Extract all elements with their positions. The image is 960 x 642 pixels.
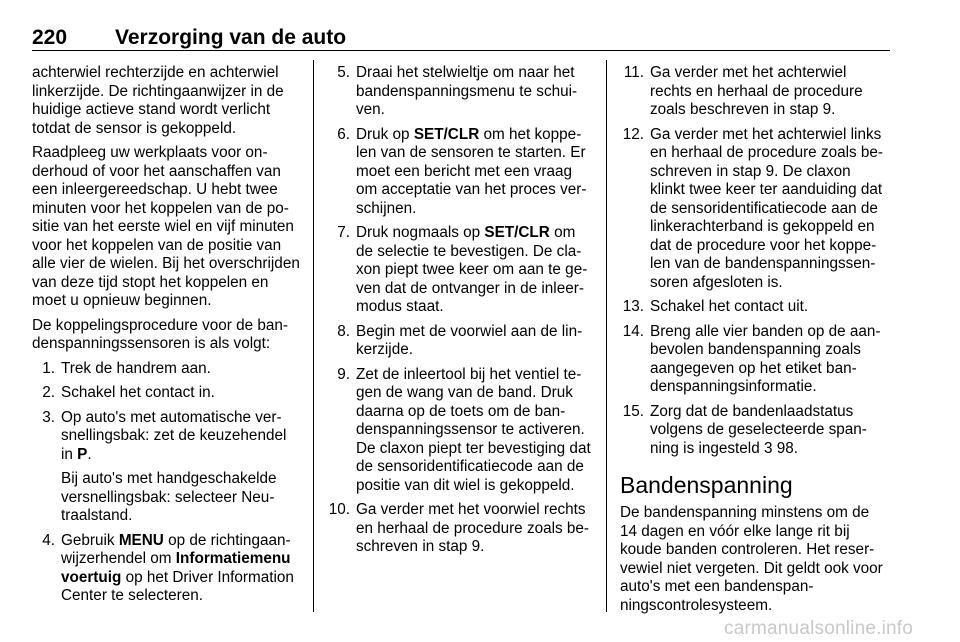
step-number: 14.	[622, 322, 644, 340]
step-number: 12.	[622, 125, 644, 143]
step-item	[620, 403, 886, 459]
step-item	[34, 360, 300, 379]
paragraph: De koppelingsprocedure voor de bandenspanningssensoren is als volgt:	[32, 316, 288, 352]
column-divider-left	[313, 60, 314, 612]
step-item	[620, 323, 886, 397]
button-name: SET/CLR	[413, 125, 480, 143]
step-text: Op auto's met automatische versnellingsbak: zet de keuzehendel in P.	[61, 408, 287, 463]
step-subtext: Bij auto's met handgeschakelde versnellingsbak: selecteer Neutraalstand.	[61, 470, 277, 524]
step-item	[328, 366, 592, 496]
paragraph: Raadpleeg uw werkplaats voor onderhoud of voor het aanschaffen van een inleergereedschap. U hebt twee minuten voor het koppelen van de positie van het eerste wiel en vijf minuten voor het koppelen van de positie van alle vier de wielen. Bij het overschrijden van deze tijd stopt het koppelen en moet u opnieuw beginnen.	[32, 144, 300, 309]
paragraph: achterwiel rechterzijde en achterwiel linkerzijde. De richtingaanwijzer in de huidige actieve stand wordt verlicht totdat de sensor is gekoppeld.	[32, 64, 284, 137]
step-number: 4.	[42, 531, 55, 549]
procedure-steps	[34, 360, 300, 606]
step-text: Ga verder met het voorwiel rechts en herhaal de procedure zoals beschreven in stap 9.	[356, 501, 590, 555]
step-number: 1.	[42, 359, 55, 377]
step-number: 10.	[328, 501, 350, 518]
step-item	[328, 323, 592, 360]
step-text: Begin met de voorwiel aan de linkerzijde.	[356, 322, 583, 358]
step-text: Druk op SET/CLR om het koppelen van de sensoren te starten. Er moet een bericht met een vraag om acceptatie van het proces verschijnen.	[356, 125, 587, 217]
page-number: 220	[32, 26, 68, 49]
step-number: 2.	[42, 384, 55, 401]
column-2	[328, 64, 592, 563]
menu-name: Informatiemenu voertuig	[61, 550, 291, 586]
step-text: Gebruik MENU op de richtingaanwijzerhendel om Informatiemenu voertuig op het Driver Information Center te selecteren.	[61, 531, 294, 604]
procedure-steps	[620, 64, 886, 458]
step-text: Ga verder met het achterwiel rechts en herhaal de procedure zoals beschreven in stap 9.	[650, 64, 863, 118]
step-number: 3.	[42, 408, 55, 426]
step-text: Trek de handrem aan.	[61, 359, 211, 377]
step-item	[328, 501, 592, 557]
watermark: carmanualsonline.info	[724, 618, 914, 639]
column-1	[32, 64, 300, 612]
page-title: Verzorging van de auto	[115, 26, 347, 49]
section-heading: Bandenspanning	[620, 472, 793, 498]
step-text: Schakel het contact uit.	[650, 298, 809, 315]
step-item	[620, 126, 886, 293]
step-item	[328, 224, 592, 317]
gear-position: P	[77, 445, 88, 463]
paragraph: De bandenspanning minstens om de 14 dagen en vóór elke lange rit bij koude banden controleren. Het reservewiel niet vergeten. Dit geldt ook voor auto's met een bandenspanningscontrolesysteem.	[620, 504, 883, 614]
step-item	[620, 64, 886, 120]
column-divider-right	[606, 60, 607, 612]
step-item	[328, 126, 592, 219]
step-number: 11.	[623, 64, 644, 81]
step-number: 5.	[337, 64, 350, 81]
page-reference-link[interactable]: 3 98	[763, 439, 794, 457]
button-name: SET/CLR	[484, 224, 550, 241]
step-text: Zet de inleertool bij het ventiel tegen de wang van de band. Druk daarna op de toets om de bandenspanningssensor te activeren. De claxon piept ter bevestiging dat de sensoridentificatiecode aan de positie van dit wiel is gekoppeld.	[356, 365, 591, 494]
menu-key: MENU	[118, 531, 164, 549]
header-rule	[32, 50, 890, 51]
step-item	[34, 384, 300, 403]
step-text: Schakel het contact in.	[61, 384, 215, 401]
step-number: 9.	[337, 365, 350, 383]
step-item	[328, 64, 592, 120]
step-text: Draai het stelwieltje om naar het bandenspanningsmenu te schuiven.	[356, 64, 578, 118]
step-number: 7.	[337, 224, 350, 241]
procedure-steps	[328, 64, 592, 557]
step-item	[620, 298, 886, 317]
step-text: Breng alle vier banden op de aanbevolen bandenspanning zoals aangegeven op het etiket bandenspanningsinformatie.	[650, 322, 881, 395]
step-text: Ga verder met het achterwiel links en herhaal de procedure zoals beschreven in stap 9. De claxon klinkt twee keer ter aanduiding dat de sensoridentificatiecode aan de linkerachterband is gekoppeld en dat de procedure voor het koppelen van de bandenspanningssensoren afgesloten is.	[650, 125, 884, 291]
step-text: Zorg dat de bandenlaadstatus volgens de geselecteerde spanning is ingesteld 3 98.	[650, 402, 867, 457]
step-number: 8.	[337, 322, 350, 340]
step-number: 15.	[622, 402, 644, 420]
step-number: 6.	[337, 125, 350, 143]
step-item	[34, 532, 300, 606]
step-item	[34, 409, 300, 526]
column-3	[620, 64, 886, 621]
step-number: 13.	[622, 298, 644, 315]
step-text: Druk nogmaals op SET/CLR om de selectie te bevestigen. De claxon piept twee keer om aan te geven dat de ontvanger in de inleermodus staat.	[356, 224, 588, 315]
